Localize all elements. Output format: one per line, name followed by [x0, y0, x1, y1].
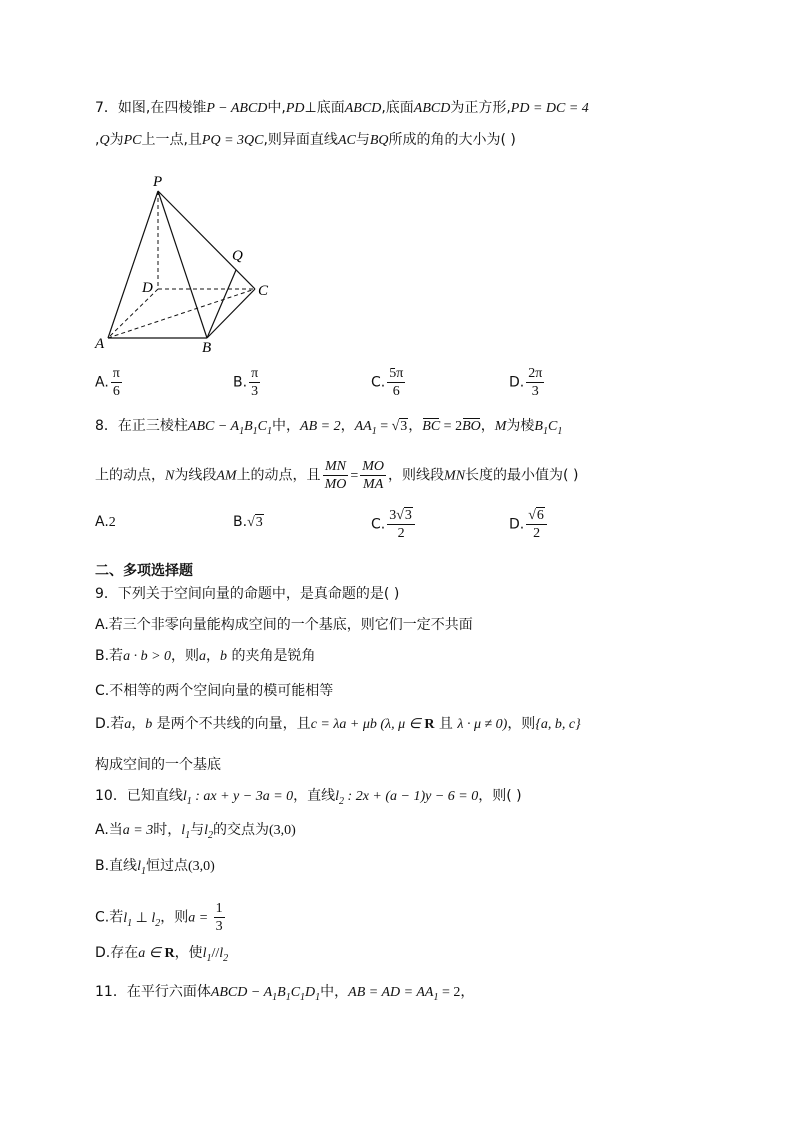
q7-option-a[interactable]: A. $\frac{\pi}{6}$ — [95, 366, 120, 399]
q8-option-b[interactable]: B.√3 — [233, 514, 263, 530]
q9-option-c[interactable]: C.不相等的两个空间向量的模可能相等 — [95, 683, 334, 699]
edge-da — [108, 289, 158, 338]
label-b: B — [202, 340, 212, 356]
q9-option-d[interactable]: D.若a，b 是两个不共线的向量，且c = λa + μb (λ, μ ∈ R 且 λ · μ ≠ 0)，则{a, b, c} — [95, 716, 581, 732]
q8-option-c[interactable]: C. $\frac{3√3}{2}$ — [371, 507, 417, 542]
q8-line1: 8．在正三棱柱ABC − $A_1B_1C_1$中，AB = 2，$AA_1 = √3$，BC = 2BO，M为棱$B_1C_1$ — [95, 418, 563, 437]
q8-line2: 上的动点，N为线段AM上的动点，且 $\frac{MN}{MO}$ = $\frac{MO}{MA}$ ，则线段MN长度的最小值为( ) — [95, 459, 579, 492]
segment-ac — [108, 289, 255, 338]
q9-option-d-cont: 构成空间的一个基底 — [95, 757, 221, 773]
q10-option-d[interactable]: D.存在a ∈ R，使$l_1//l_2$ — [95, 945, 229, 964]
q10-option-b[interactable]: B.直线$l_1$恒过点(3,0) — [95, 858, 215, 877]
q9-stem: 9．下列关于空间向量的命题中，是真命题的是( ) — [95, 586, 400, 602]
q8-option-d[interactable]: D. $\frac{√6}{2}$ — [509, 507, 549, 542]
label-p: P — [153, 174, 163, 190]
q9-option-b[interactable]: B.若a · b > 0，则a，b 的夹角是锐角 — [95, 648, 316, 664]
q7-option-b[interactable]: B. $\frac{\pi}{3}$ — [233, 366, 259, 399]
edge-pa — [108, 191, 158, 338]
q10-option-a[interactable]: A.当a = 3时，$l_1$与$l_2$的交点为(3,0) — [95, 822, 296, 841]
edge-pb — [158, 191, 207, 338]
q10-option-c[interactable]: C.若$l_1$ ⊥ $l_2$，则a = $\frac{1}{3}$ — [95, 901, 223, 934]
fraction-mn-mo: $\frac{MN}{MO}$ — [324, 459, 347, 492]
label-d: D — [142, 280, 153, 296]
fraction-mo-ma: $\frac{MO}{MA}$ — [362, 459, 385, 492]
edge-bc — [207, 289, 255, 338]
q7-option-c[interactable]: C. $\frac{5\pi}{6}$ — [371, 366, 404, 399]
edge-pc — [158, 191, 255, 289]
q11-stem: 11．在平行六面体ABCD − $A_1B_1C_1D_1$中，AB = AD = $AA_1 = 2$， — [95, 984, 475, 1003]
label-q: Q — [232, 248, 243, 264]
q9-option-a[interactable]: A.若三个非零向量能构成空间的一个基底，则它们一定不共面 — [95, 617, 473, 633]
q7-line2: ,Q为PC上一点,且PQ = 3QC,则异面直线AC与BQ所成的角的大小为( ) — [95, 132, 516, 148]
section-heading: 二、多项选择题 — [95, 563, 193, 579]
pyramid-figure — [90, 168, 280, 358]
q7-option-d[interactable]: D. $\frac{2\pi}{3}$ — [509, 366, 543, 399]
q10-stem: 10．已知直线$l_1$ : ax + y − 3a = 0，直线$l_2$ : 2x + (a − 1)y − 6 = 0，则( ) — [95, 788, 522, 807]
label-a: A — [95, 336, 105, 352]
label-c: C — [258, 283, 269, 299]
q8-number: 8． — [95, 418, 118, 434]
q8-option-a[interactable]: A.2 — [95, 514, 116, 530]
q7-number: 7． — [95, 100, 118, 116]
q7-line1: 7．如图,在四棱锥P − ABCD中,PD⊥底面ABCD,底面ABCD为正方形,PD = DC = 4 — [95, 100, 589, 116]
